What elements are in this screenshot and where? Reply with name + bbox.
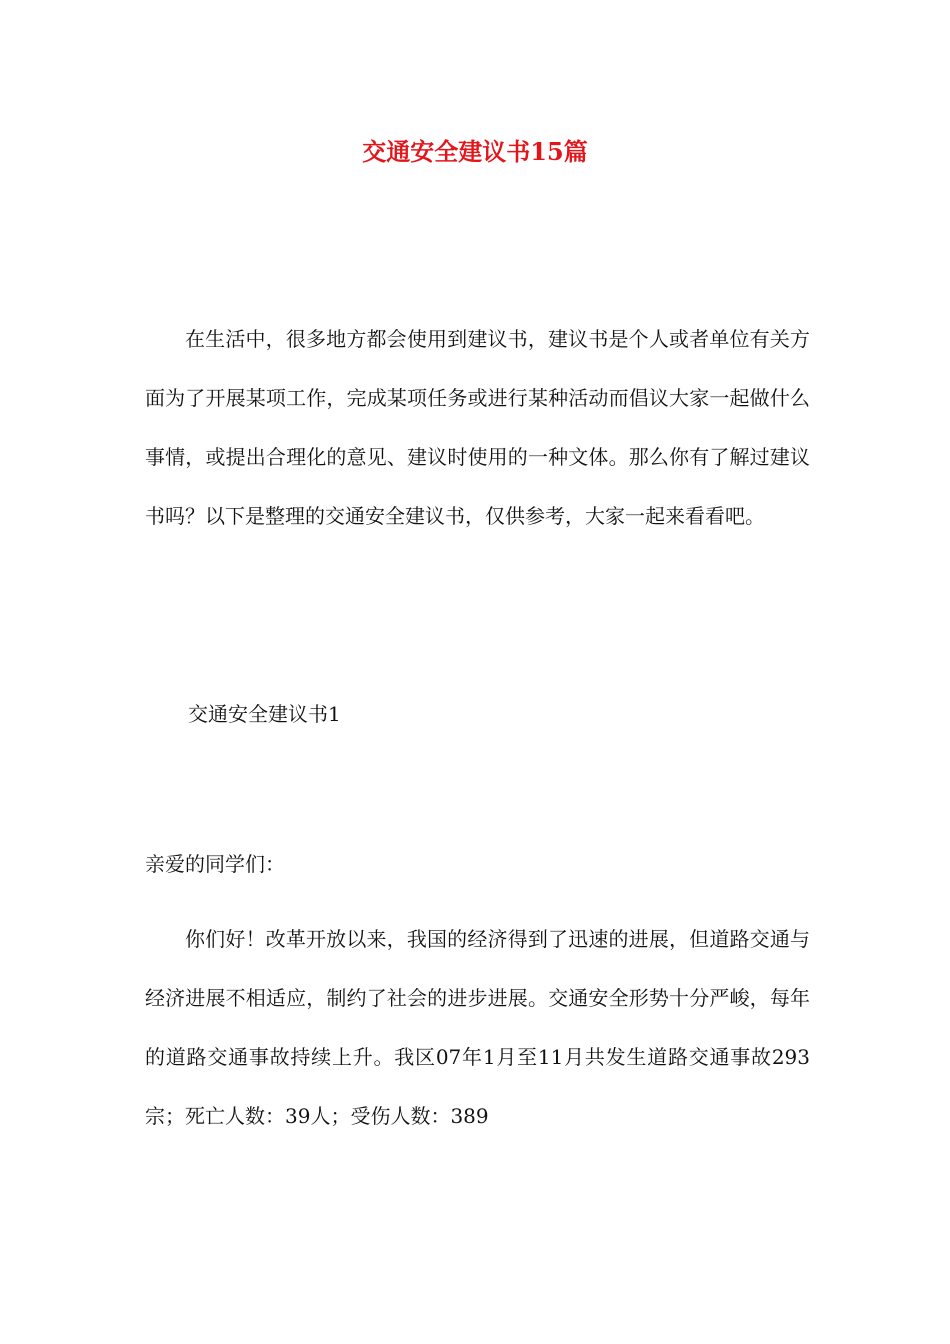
intro-paragraph: 在生活中，很多地方都会使用到建议书，建议书是个人或者单位有关方面为了开展某项工作，完成某项任务或进行某种活动而倡议大家一起做什么事情，或提出合理化的意见、建议时使用的一种文体。那么你有了解过建议书吗？以下是整理的交通安全建议书，仅供参考，大家一起来看看吧。 [145,327,810,528]
section-heading: 交通安全建议书1 [188,702,341,726]
salutation: 亲爱的同学们： [145,852,285,876]
body-paragraph: 你们好！改革开放以来，我国的经济得到了迅速的进展，但道路交通与经济进展不相适应，制约了社会的进步进展。交通安全形势十分严峻，每年的道路交通事故持续上升。我区07年1月至11月共发生道路交通事故293宗；死亡人数：39人；受伤人数：389 [145,927,810,1128]
document-title: 交通安全建议书15篇 [362,137,588,166]
